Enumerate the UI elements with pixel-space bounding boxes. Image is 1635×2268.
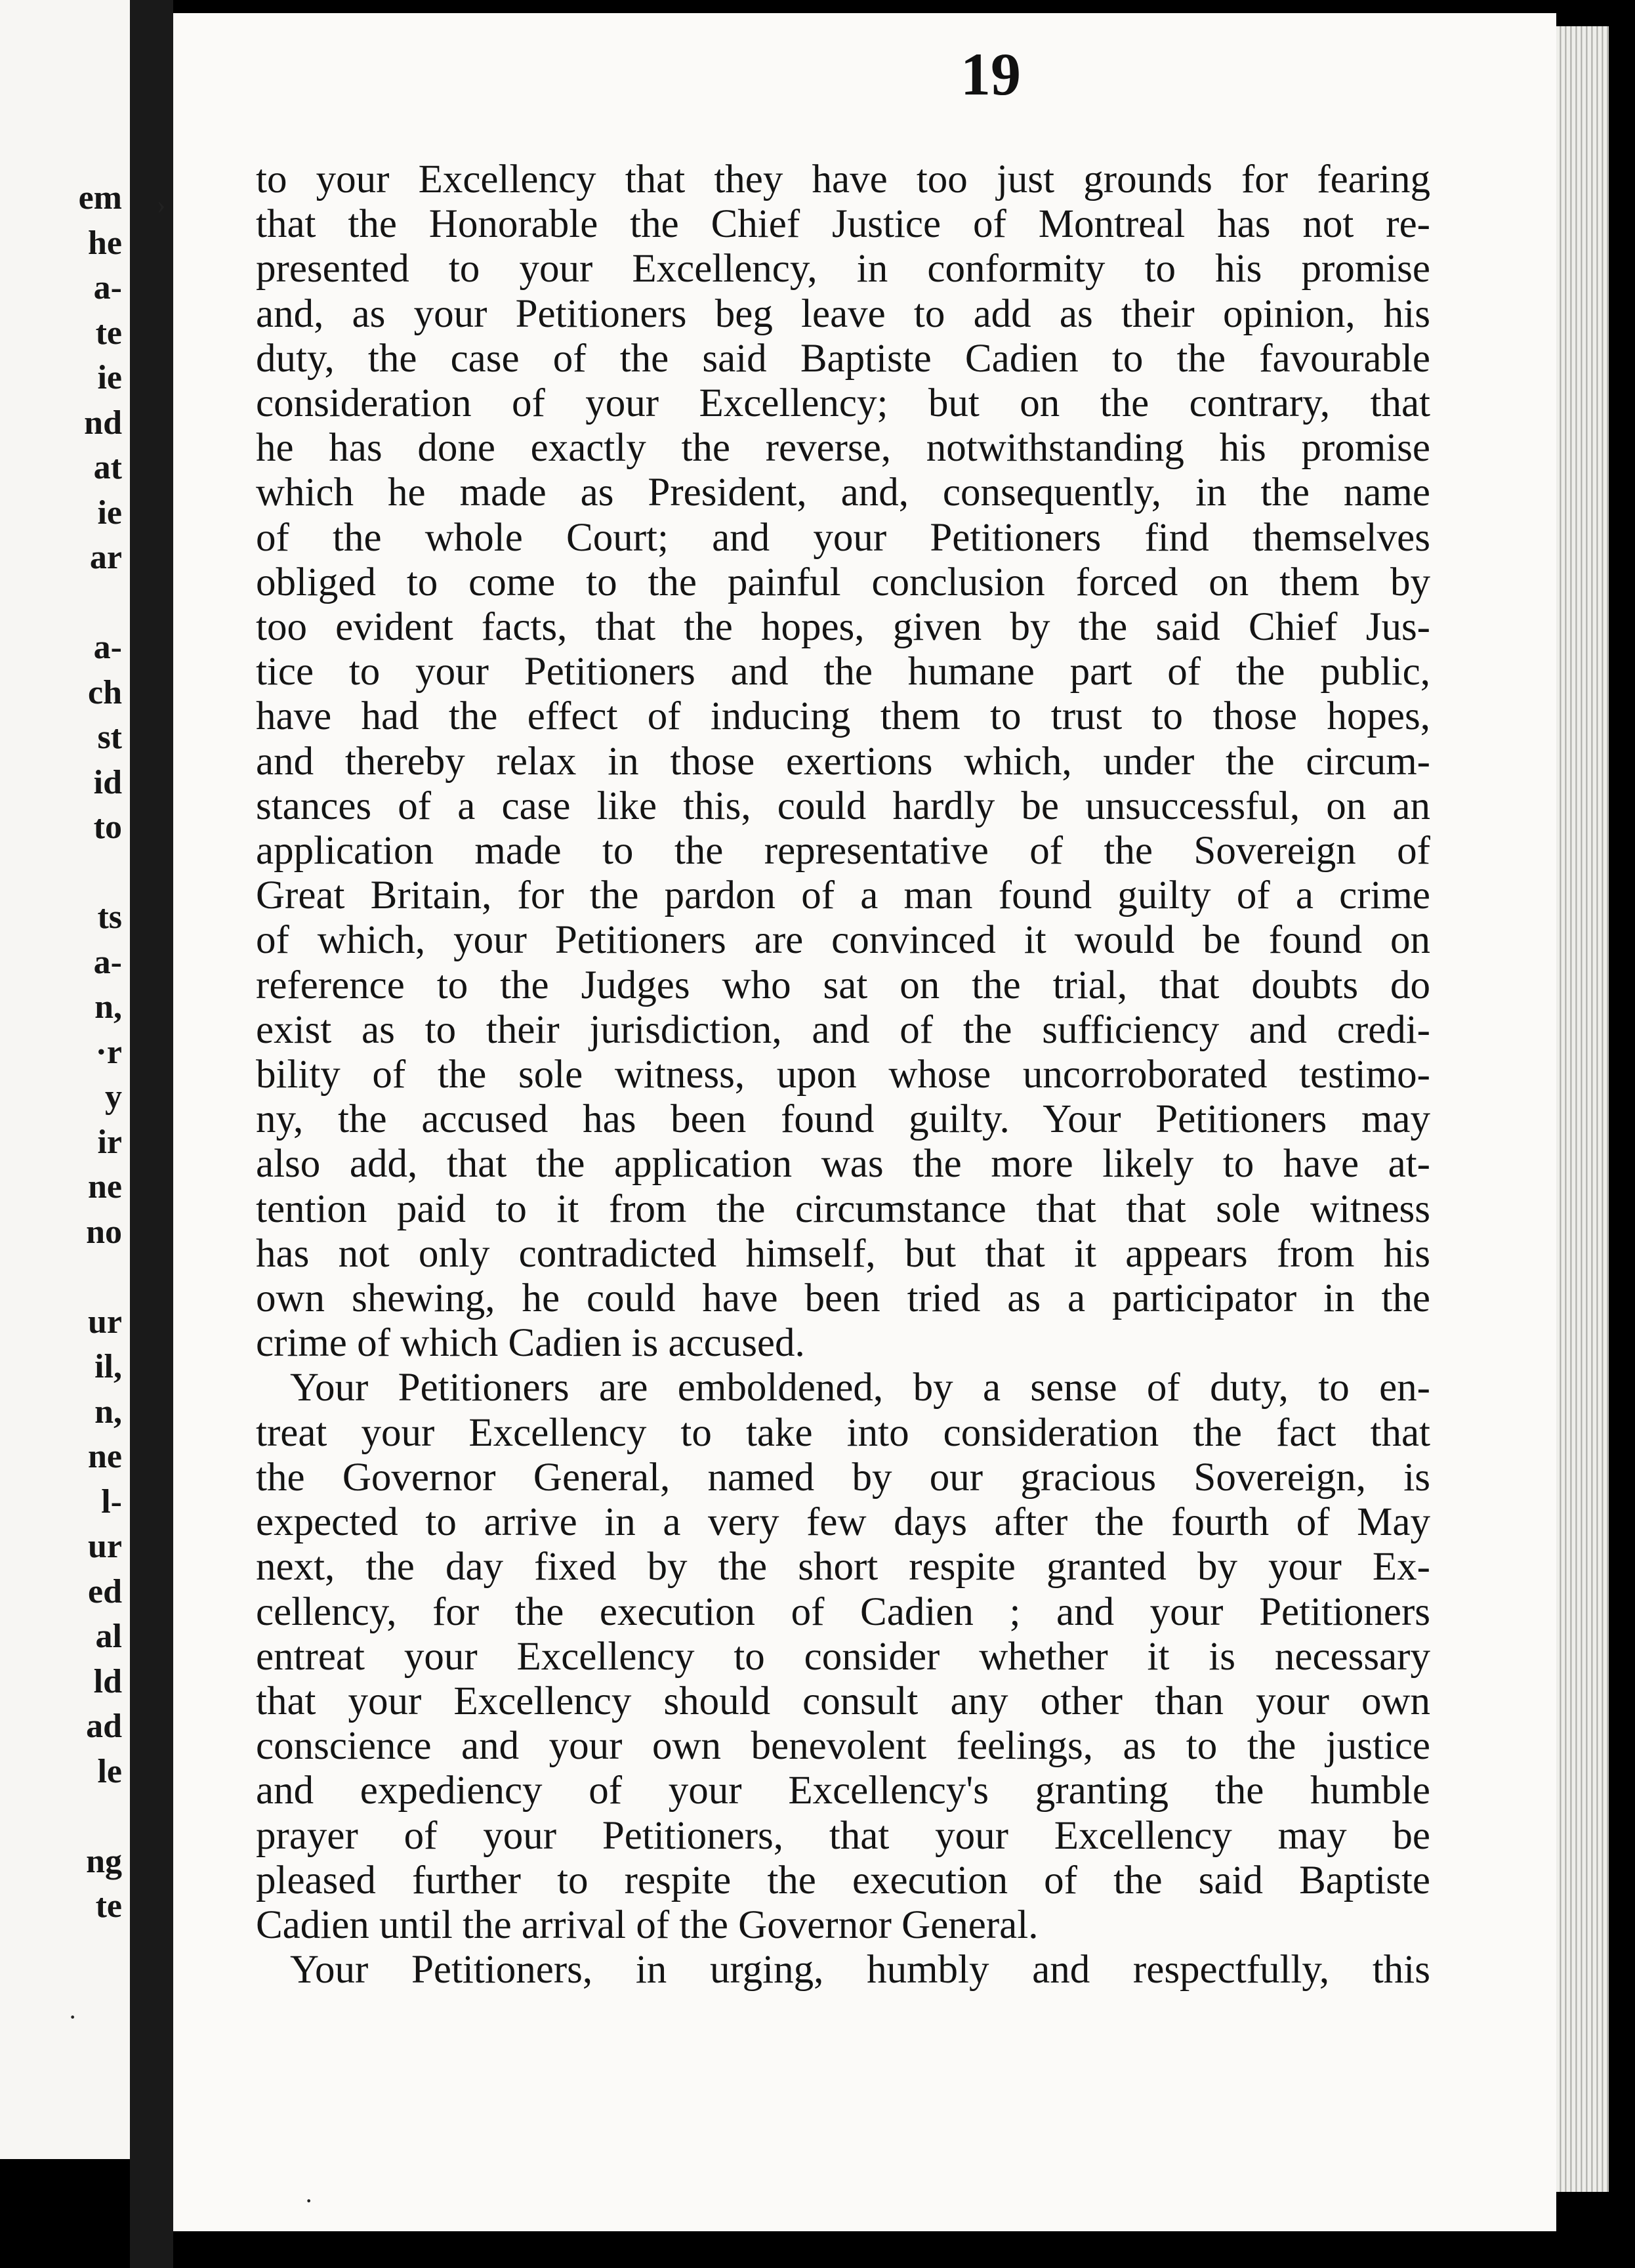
left-page-fragment xyxy=(0,850,122,896)
text-line: next, the day fixed by the short respite granted by your Ex- xyxy=(256,1545,1430,1589)
text-line: cellency, for the execution of Cadien ; and your Petitioners xyxy=(256,1589,1430,1634)
left-page-fragment: ur xyxy=(88,1303,122,1341)
left-page-fragment: ie xyxy=(97,359,122,396)
margin-mark: · xyxy=(304,2186,314,2216)
text-line: crime of which Cadien is accused. xyxy=(256,1321,805,1366)
left-page-fragment: al xyxy=(95,1618,122,1655)
text-line: Your Petitioners are emboldened, by a sense of duty, to en- xyxy=(290,1366,1430,1410)
left-page-fragment: no xyxy=(86,1213,122,1251)
left-page-fragment: at xyxy=(93,449,122,486)
left-page-fragment: n, xyxy=(94,1393,122,1431)
text-line: tention paid to it from the circumstance that that sole witness xyxy=(256,1186,1430,1231)
left-page-fragment: ur xyxy=(88,1528,122,1565)
left-page-fragment: a- xyxy=(93,629,122,666)
margin-mark: · xyxy=(68,2002,77,2032)
left-page-fragment: a- xyxy=(93,943,122,981)
text-line: stances of a case like this, could hardly be unsuccessful, on an xyxy=(256,784,1430,828)
left-page-fragment: ne xyxy=(88,1438,122,1475)
text-line: obliged to come to the painful conclusion forced on them by xyxy=(256,560,1430,604)
margin-mark: › xyxy=(157,190,166,219)
text-line: duty, the case of the said Baptiste Cadien to the favourable xyxy=(256,336,1430,381)
text-line: and expediency of your Excellency's granting the humble xyxy=(256,1769,1430,1813)
left-page-fragment: l- xyxy=(101,1482,122,1521)
left-page-fragment: id xyxy=(93,763,122,801)
left-page-fragment: a- xyxy=(93,269,122,306)
left-page-fragment xyxy=(0,1255,122,1300)
left-page-fragment xyxy=(0,581,122,626)
left-page-fragment: ir xyxy=(97,1123,122,1161)
left-page-fragment: te xyxy=(95,314,122,352)
text-line: Your Petitioners, in urging, humbly and respectfully, this xyxy=(290,1948,1430,1992)
left-page-fragment: em xyxy=(78,179,122,217)
text-line: of which, your Petitioners are convinced it would be found on xyxy=(256,918,1430,963)
text-line: exist as to their jurisdiction, and of the sufficiency and credi- xyxy=(256,1007,1430,1052)
left-page-fragment: il, xyxy=(94,1348,122,1385)
text-line: have had the effect of inducing them to trust to those hopes, xyxy=(256,694,1430,739)
left-page-edge xyxy=(0,0,130,2159)
text-line: bility of the sole witness, upon whose uncorroborated testimo- xyxy=(256,1053,1430,1097)
text-line: also add, that the application was the more likely to have at- xyxy=(256,1142,1430,1186)
text-line: treat your Excellency to take into consideration the fact that xyxy=(256,1410,1430,1455)
text-line: which he made as President, and, consequently, in the name xyxy=(256,471,1430,515)
text-line: of the whole Court; and your Petitioners find themselves xyxy=(256,515,1430,560)
left-page-fragment: ld xyxy=(93,1662,122,1700)
left-page-fragment: to xyxy=(93,808,122,846)
left-page-fragment: le xyxy=(97,1752,122,1790)
text-line: entreat your Excellency to consider whether it is necessary xyxy=(256,1634,1430,1679)
left-page-fragment: ch xyxy=(88,673,122,711)
text-line: pleased further to respite the execution of the said Baptiste xyxy=(256,1858,1430,1902)
text-line: Great Britain, for the pardon of a man found guilty of a crime xyxy=(256,873,1430,918)
left-page-fragment: he xyxy=(88,224,122,262)
text-line: he has done exactly the reverse, notwithstanding his promise xyxy=(256,426,1430,471)
left-page-fragment: st xyxy=(97,719,122,756)
book-gutter xyxy=(130,0,173,2268)
text-line: prayer of your Petitioners, that your Excellency may be xyxy=(256,1813,1430,1858)
text-line: consideration of your Excellency; but on the contrary, that xyxy=(256,381,1430,426)
left-page-fragment: ne xyxy=(88,1168,122,1206)
left-page-fragment: ts xyxy=(97,898,122,936)
left-page-fragment: ie xyxy=(97,494,122,532)
left-page-fragment: y xyxy=(105,1078,122,1116)
text-line: expected to arrive in a very few days after the fourth of May xyxy=(256,1500,1430,1545)
left-page-fragment xyxy=(0,1794,122,1839)
text-line: and thereby relax in those exertions which, under the circum- xyxy=(256,739,1430,784)
left-page-fragment: ar xyxy=(89,539,122,576)
text-line: to your Excellency that they have too just grounds for fearing xyxy=(256,158,1430,201)
text-line: presented to your Excellency, in conformity to his promise xyxy=(256,247,1430,291)
left-page-fragment: ed xyxy=(88,1572,122,1610)
left-page-fragment: te xyxy=(95,1887,122,1925)
page-body-text xyxy=(256,158,1430,1992)
left-page-fragment: ·r xyxy=(95,1033,122,1071)
left-page-fragments xyxy=(0,0,122,1929)
text-line: that your Excellency should consult any other than your own xyxy=(256,1679,1430,1723)
text-line: and, as your Petitioners beg leave to add as their opinion, his xyxy=(256,291,1430,336)
page-stack-edge xyxy=(1556,26,1609,2192)
left-page-fragment: nd xyxy=(84,404,122,442)
text-line: too evident facts, that the hopes, given by the said Chief Jus- xyxy=(256,605,1430,650)
text-line: ny, the accused has been found guilty. Your Petitioners may xyxy=(256,1097,1430,1142)
text-line: Cadien until the arrival of the Governor General. xyxy=(256,1902,1039,1947)
left-page-fragment: n, xyxy=(94,988,122,1026)
text-line: conscience and your own benevolent feelings, as to the justice xyxy=(256,1724,1430,1769)
text-line: has not only contradicted himself, but that it appears from his xyxy=(256,1231,1430,1276)
text-line: reference to the Judges who sat on the trial, that doubts do xyxy=(256,963,1430,1007)
text-line: the Governor General, named by our gracious Sovereign, is xyxy=(256,1455,1430,1500)
text-line: own shewing, he could have been tried as a participator in the xyxy=(256,1276,1430,1321)
text-line: application made to the representative of the Sovereign of xyxy=(256,829,1430,873)
left-page-fragment: ad xyxy=(86,1708,122,1745)
text-line: tice to your Petitioners and the humane part of the public, xyxy=(256,650,1430,694)
text-line: that the Honorable the Chief Justice of Montreal has not re- xyxy=(256,202,1430,247)
left-page-fragment: ng xyxy=(86,1842,122,1880)
page-number: 19 xyxy=(961,41,1021,108)
